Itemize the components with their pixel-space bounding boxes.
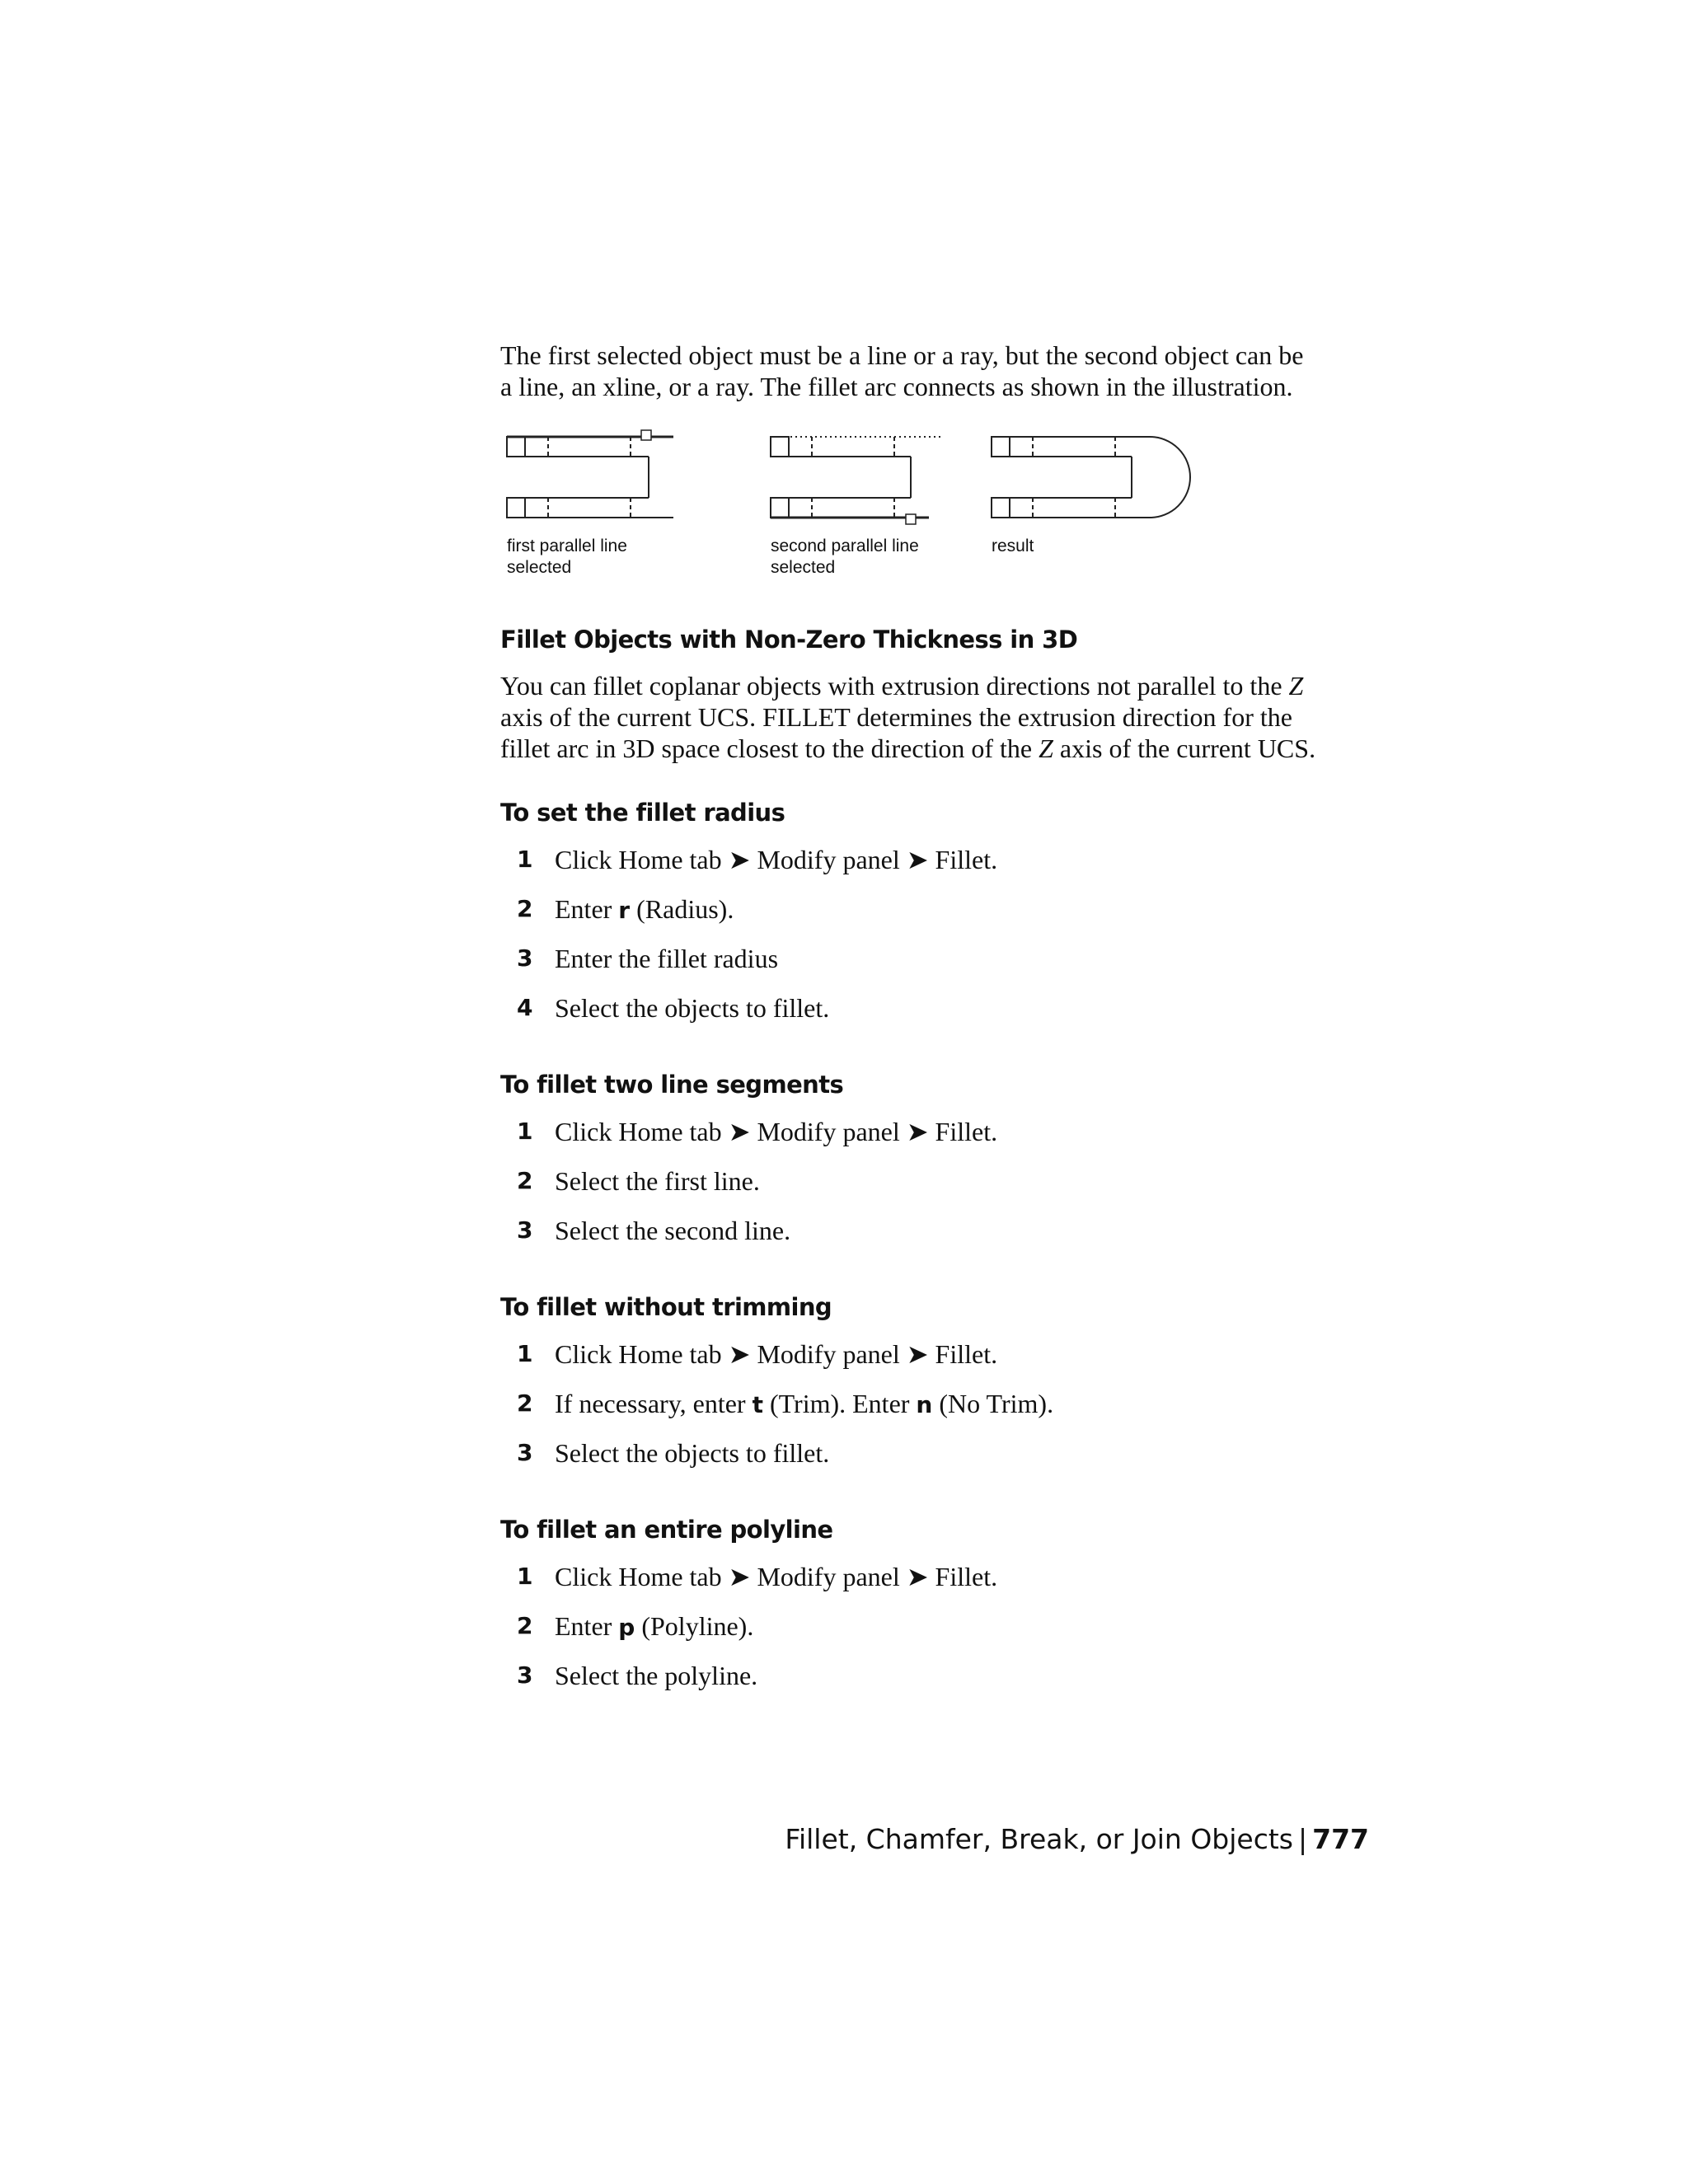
step-number: 2 [517, 1390, 533, 1417]
section-3d-paragraph: You can fillet coplanar objects with extrusion directions not parallel to the Z axis of the current UCS. FILLET determines the extrusion direction for the fillet arc in 3D space closest to the direction of the Z axis of the current UCS. [500, 671, 1316, 763]
fillet-illustration [500, 420, 1226, 593]
procedure-heading-two-lines: To fillet two line segments [500, 1071, 844, 1099]
step-text: Enter p (Polyline). [555, 1611, 754, 1641]
list-item [500, 1338, 1407, 1371]
step-number: 2 [517, 1612, 533, 1639]
command-key: n [916, 1391, 933, 1418]
footer-separator: | [1297, 1823, 1308, 1855]
step-text: Click Home tab ➤ Modify panel ➤ Fillet. [555, 1117, 998, 1146]
step-text: Select the second line. [555, 1216, 791, 1245]
page-footer [785, 1823, 1369, 1856]
intro-line-2: a line, an xline, or a ray. The fillet arc connects as shown in the illustration. [500, 372, 1293, 401]
step-text: Click Home tab ➤ Modify panel ➤ Fillet. [555, 845, 998, 874]
step-number: 1 [517, 1118, 533, 1145]
command-key: t [752, 1391, 763, 1418]
step-number: 3 [517, 944, 533, 972]
step-number: 2 [517, 1167, 533, 1194]
step-text: Enter the fillet radius [555, 944, 779, 973]
step-text: Select the objects to fillet. [555, 1438, 830, 1468]
command-key: r [618, 897, 631, 924]
list-item [500, 1214, 1407, 1247]
procedure-heading-no-trim: To fillet without trimming [500, 1293, 832, 1321]
footer-section-title: Fillet, Chamfer, Break, or Join Objects [785, 1823, 1293, 1855]
list-item [500, 1436, 1407, 1469]
caption-second-line-selected: second parallel line selected [771, 537, 919, 577]
step-text: If necessary, enter t (Trim). Enter n (No Trim). [555, 1389, 1054, 1418]
step-text: Click Home tab ➤ Modify panel ➤ Fillet. [555, 1339, 998, 1369]
list-item [500, 1165, 1407, 1197]
step-number: 3 [517, 1216, 533, 1244]
page-number: 777 [1312, 1823, 1369, 1855]
diagram-second-line-selected [771, 437, 941, 524]
diagram-result [992, 437, 1190, 518]
step-text: Select the objects to fillet. [555, 993, 830, 1023]
list-item [500, 942, 1407, 975]
list-item [500, 1560, 1407, 1593]
step-number: 3 [517, 1439, 533, 1466]
command-key: p [618, 1614, 635, 1641]
section-heading-3d: Fillet Objects with Non-Zero Thickness in 3D [500, 626, 1078, 654]
step-text: Select the polyline. [555, 1661, 758, 1690]
step-text: Click Home tab ➤ Modify panel ➤ Fillet. [555, 1562, 998, 1591]
procedure-heading-radius: To set the fillet radius [500, 799, 785, 827]
intro-paragraph [500, 340, 1390, 402]
intro-line-1: The first selected object must be a line or a ray, but the second object can be [500, 340, 1304, 370]
step-number: 2 [517, 895, 533, 922]
list-item [500, 893, 1407, 926]
list-item [500, 1659, 1407, 1692]
step-number: 1 [517, 846, 533, 873]
list-item [500, 1610, 1407, 1643]
step-number: 1 [517, 1340, 533, 1367]
list-item [500, 843, 1407, 876]
step-text: Select the first line. [555, 1166, 760, 1196]
caption-result: result [992, 537, 1034, 555]
diagram-first-line-selected [507, 430, 673, 518]
procedure-heading-polyline: To fillet an entire polyline [500, 1516, 833, 1544]
step-text: Enter r (Radius). [555, 894, 734, 924]
step-number: 1 [517, 1563, 533, 1590]
list-item [500, 991, 1407, 1024]
caption-first-line-selected: first parallel line selected [507, 537, 627, 577]
step-number: 3 [517, 1661, 533, 1689]
list-item [500, 1387, 1407, 1420]
list-item [500, 1115, 1407, 1148]
step-number: 4 [517, 994, 533, 1021]
